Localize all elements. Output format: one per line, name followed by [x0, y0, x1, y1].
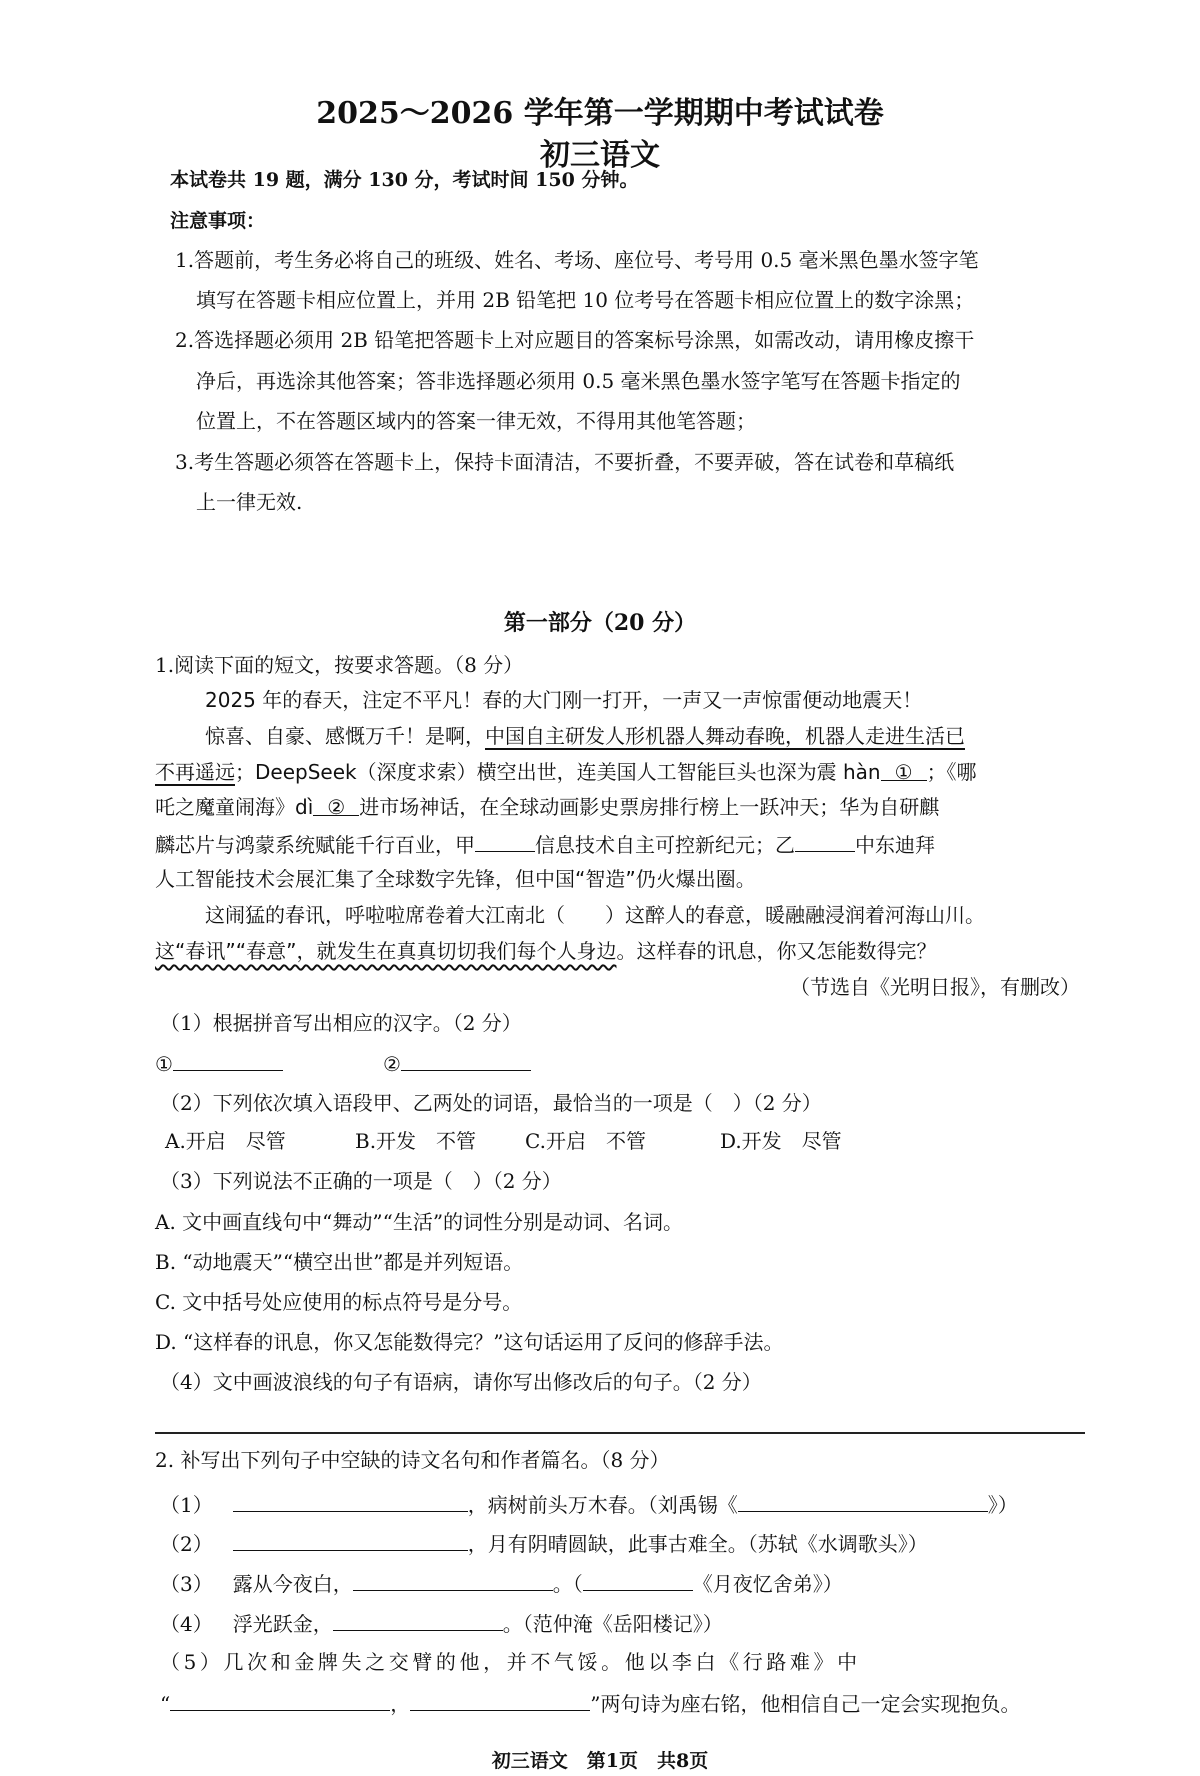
blank-mark-1: [881, 760, 927, 784]
subject-title: 初三语文: [540, 138, 660, 173]
q2-prompt: 2. 补写出下列句子中空缺的诗文名句和作者篇名。（8 分）: [155, 1448, 670, 1472]
option-d: D.开发 尽管: [720, 1129, 842, 1153]
wavy-sentence: 这“春讯”“春意”，就发生在真真切切我们每个人身边: [155, 939, 617, 963]
note-line: 上一律无效.: [196, 490, 303, 514]
item-text: 浮光跃金，: [232, 1612, 333, 1636]
item-text: 。（: [552, 1572, 583, 1596]
item-label: （3）: [160, 1572, 213, 1596]
q2-item-5: （5）几次和金牌失之交臂的他，并不气馁。他以李白《行路难》中: [160, 1650, 861, 1674]
exam-title: 2025～2026 学年第一学期期中考试试卷: [316, 96, 884, 131]
answer-blank-2[interactable]: [401, 1052, 531, 1071]
fill-blank[interactable]: [738, 1493, 988, 1512]
fill-blank[interactable]: [333, 1612, 503, 1631]
item-text: 。（范仲淹《岳阳楼记》）: [502, 1612, 723, 1636]
item-text: 《月夜忆舍弟》）: [692, 1572, 843, 1596]
note-line: 1.答题前，考生务必将自己的班级、姓名、考场、座位号、考号用 0.5 毫米黑色墨水签字笔: [175, 248, 979, 272]
note-line: 位置上，不在答题区域内的答案一律无效，不得用其他笔答题；: [196, 409, 756, 433]
passage-line: [155, 762, 977, 782]
q2-item-1: [160, 1493, 1018, 1515]
option-c: C.开启 不管: [525, 1129, 646, 1153]
item-label: （1）: [160, 1493, 213, 1517]
passage-line: 2025 年的春天，注定不平凡！春的大门刚一打开，一声又一声惊雷便动地震天！: [205, 688, 923, 712]
passage-text: 麟芯片与鸿蒙系统赋能千行百业，甲: [155, 833, 475, 857]
q2-item-2: [160, 1532, 928, 1554]
q1-prompt: 1.阅读下面的短文，按要求答题。（8 分）: [155, 653, 524, 677]
item-text: 露从今夜白，: [232, 1572, 353, 1596]
passage-line: [155, 797, 939, 817]
q1-sub1: （1）根据拼音写出相应的汉字。（2 分）: [160, 1011, 522, 1035]
item-text: “: [160, 1692, 171, 1716]
underlined-sentence-cont: 不再遥远: [155, 760, 235, 784]
fill-blank[interactable]: [233, 1532, 468, 1551]
passage-line: 人工智能技术会展汇集了全球数字先锋，但中国“智造”仍火爆出圈。: [155, 867, 756, 891]
q2-item-4: [160, 1612, 723, 1634]
fill-blank[interactable]: [353, 1572, 553, 1591]
note-line: 3.考生答题必须答在答题卡上，保持卡面清洁，不要折叠，不要弄破，答在试卷和草稿纸: [175, 450, 955, 474]
passage-line: [205, 726, 965, 746]
option-a: A. 文中画直线句中“舞动”“生活”的词性分别是动词、名词。: [155, 1210, 684, 1234]
q1-sub4: （4）文中画波浪线的句子有语病，请你写出修改后的句子。（2 分）: [160, 1370, 762, 1394]
option-b: B. “动地震天”“横空出世”都是并列短语。: [155, 1250, 524, 1274]
option-a: A.开启 尽管: [165, 1129, 286, 1153]
blank-jia: [475, 833, 535, 852]
passage-text: 中东迪拜: [855, 833, 935, 857]
option-b: B.开发 不管: [355, 1129, 477, 1153]
blank-mark-2: [313, 795, 359, 819]
answer-blank-1[interactable]: [173, 1052, 283, 1071]
note-line: 填写在答题卡相应位置上，并用 2B 铅笔把 10 位考号在答题卡相应位置上的数字涂黑；: [196, 288, 975, 312]
item-text: ，月有阴晴圆缺，此事古难全。（苏轼《水调歌头》）: [467, 1532, 928, 1556]
item-label: （2）: [160, 1532, 213, 1556]
passage-source: （节选自《光明日报》，有删改）: [790, 975, 1080, 999]
q1-sub2: （2）下列依次填入语段甲、乙两处的词语，最恰当的一项是（ ）（2 分）: [160, 1091, 822, 1115]
exam-summary: 本试卷共 19 题，满分 130 分，考试时间 150 分钟。: [170, 169, 639, 191]
item-text: ”两句诗为座右铭，他相信自己一定会实现抱负。: [590, 1692, 1021, 1716]
passage-text: 。这样春的讯息，你又怎能数得完？: [616, 939, 937, 963]
q2-item-3: [160, 1572, 843, 1594]
part1-heading: 第一部分（20 分）: [503, 610, 697, 636]
passage-line: 这闹猛的春讯，呼啦啦席卷着大江南北（ ）这醉人的春意，暖融融浸润着河海山川。: [205, 903, 985, 927]
underlined-sentence: 中国自主研发人形机器人舞动春晚，机器人走进生活已: [485, 724, 965, 748]
mark-2: ②: [327, 795, 346, 819]
answer-label-1: ①: [155, 1052, 173, 1076]
mark-1: ①: [894, 760, 913, 784]
item-label: （4）: [160, 1612, 213, 1636]
q1-sub1-answer-line: [155, 1052, 531, 1074]
passage-text: ；DeepSeek（深度求索）横空出世，连美国人工智能巨头也深为震 hàn: [235, 760, 881, 784]
passage-text: 惊喜、自豪、感慨万千！是啊，: [205, 724, 485, 748]
passage-text: 进市场神话，在全球动画影史票房排行榜上一跃冲天；华为自研麒: [359, 795, 940, 819]
answer-label-2: ②: [382, 1052, 401, 1076]
q2-item-5-cont: [160, 1692, 1020, 1714]
q1-sub3: （3）下列说法不正确的一项是（ ）（2 分）: [160, 1169, 562, 1193]
passage-line: [155, 833, 935, 855]
passage-text: 吒之魔童闹海》dì: [155, 795, 314, 819]
answer-line[interactable]: [155, 1432, 1085, 1434]
page-footer: 初三语文 第1页 共8页: [491, 1750, 709, 1772]
notes-heading: 注意事项：: [170, 210, 266, 232]
item-text: 》）: [987, 1493, 1018, 1517]
note-line: 净后，再选涂其他答案；答非选择题必须用 0.5 毫米黑色墨水签字笔写在答题卡指定的: [196, 369, 961, 393]
fill-blank[interactable]: [583, 1572, 693, 1591]
passage-line: [155, 941, 936, 961]
fill-blank[interactable]: [410, 1692, 590, 1711]
blank-yi: [795, 833, 855, 852]
option-c: C. 文中括号处应使用的标点符号是分号。: [155, 1290, 523, 1314]
passage-text: 信息技术自主可控新纪元；乙: [535, 833, 795, 857]
option-d: D. “这样春的讯息，你又怎能数得完？”这句话运用了反问的修辞手法。: [155, 1330, 784, 1354]
item-text: ，病树前头万木春。（刘禹锡《: [467, 1493, 738, 1517]
item-text: ，: [390, 1692, 411, 1716]
passage-text: ；《哪: [926, 760, 977, 784]
fill-blank[interactable]: [170, 1692, 390, 1711]
fill-blank[interactable]: [233, 1493, 468, 1512]
note-line: 2.答选择题必须用 2B 铅笔把答题卡上对应题目的答案标号涂黑，如需改动，请用橡皮擦干: [175, 328, 975, 352]
